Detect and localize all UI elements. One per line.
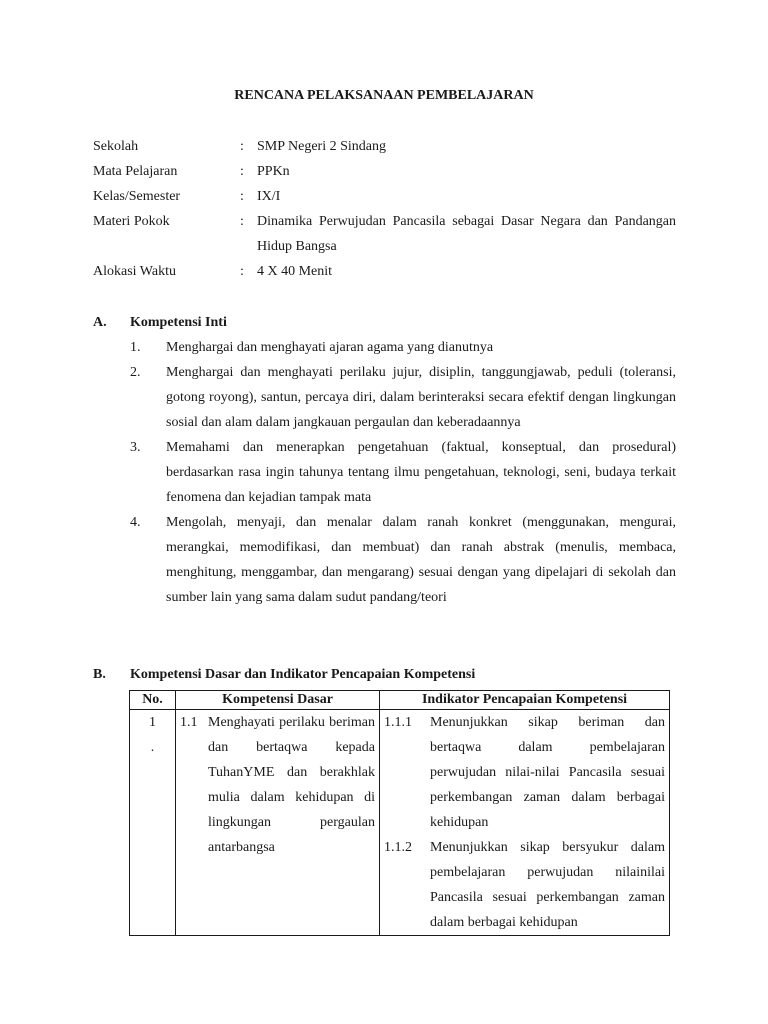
cell-no	[130, 710, 176, 936]
info-row-kelas-semester	[93, 184, 676, 209]
list-item	[93, 510, 676, 610]
info-row-materi-pokok	[93, 209, 676, 259]
cell-indikator	[380, 710, 670, 936]
indicator-number: 1.1.2	[384, 840, 412, 855]
list-text: Menghargai dan menghayati perilaku jujur, disiplin, tanggungjawab, peduli (toleransi, gotong royong), santun, percaya diri, dalam berinteraksi secara efektif dengan lingkungan sosial dan alam dalam jangkauan pergaulan dan keberadaannya	[166, 365, 676, 430]
indicator-item	[380, 835, 669, 935]
list-number: 2.	[130, 365, 141, 380]
identity-block	[93, 134, 676, 284]
kd-text: Menghayati perilaku beriman dan bertaqwa kepada TuhanYME dan berakhlak mulia dalam kehidupan di lingkungan pergaulan antarbangsa	[208, 715, 375, 855]
header-indikator: Indikator Pencapaian Kompetensi	[380, 691, 670, 710]
list-item	[93, 360, 676, 435]
cell-kompetensi-dasar	[176, 710, 380, 936]
info-colon: :	[240, 264, 244, 279]
list-number: 4.	[130, 515, 141, 530]
list-number: 3.	[130, 440, 141, 455]
list-number: 1.	[130, 340, 141, 355]
kd-number: 1.1	[180, 715, 198, 730]
section-heading	[93, 310, 676, 335]
indicator-item	[380, 710, 669, 835]
list-item	[93, 335, 676, 360]
list-text: Menghargai dan menghayati ajaran agama yang dianutnya	[166, 340, 494, 355]
info-label: Mata Pelajaran	[93, 164, 178, 179]
table-row	[130, 710, 670, 936]
section-title: Kompetensi Dasar dan Indikator Pencapaian Kompetensi	[130, 667, 476, 682]
indicator-text: Menunjukkan sikap bersyukur dalam pembelajaran perwujudan nilainilai Pancasila sesuai perkembangan zaman dalam berbagai kehidupan	[430, 840, 665, 930]
info-colon: :	[240, 189, 244, 204]
info-colon: :	[240, 214, 244, 229]
section-letter: A.	[93, 315, 107, 330]
info-value: IX/I	[257, 189, 281, 204]
section-title: Kompetensi Inti	[130, 315, 227, 330]
section-kompetensi-dasar	[93, 662, 676, 687]
info-label: Kelas/Semester	[93, 189, 181, 204]
info-colon: :	[240, 164, 244, 179]
list-text: Mengolah, menyaji, dan menalar dalam ranah konkret (menggunakan, mengurai, merangkai, memodifikasi, dan membuat) dan ranah abstrak (menulis, membaca, menghitung, menggambar, dan mengarang) sesuai dengan yang dipelajari di sekolah dan sumber lain yang sama dalam sudut pandang/teori	[166, 515, 676, 605]
section-letter: B.	[93, 667, 106, 682]
list-text: Memahami dan menerapkan pengetahuan (faktual, konseptual, dan prosedural) berdasarkan rasa ingin tahunya tentang ilmu pengetahuan, teknologi, seni, budaya terkait fenomena dan kejadian tampak mata	[166, 440, 676, 505]
table-header-row	[130, 691, 670, 710]
row-number: 1	[149, 715, 156, 730]
header-kompetensi-dasar: Kompetensi Dasar	[176, 691, 380, 710]
section-heading	[93, 662, 676, 687]
kd-entry	[176, 710, 379, 860]
competency-table	[129, 690, 670, 936]
info-value: SMP Negeri 2 Sindang	[257, 139, 386, 154]
info-label: Sekolah	[93, 139, 139, 154]
info-row-sekolah	[93, 134, 676, 159]
info-row-alokasi-waktu	[93, 259, 676, 284]
header-no: No.	[130, 691, 176, 710]
info-label: Alokasi Waktu	[93, 264, 176, 279]
document-title: RENCANA PELAKSANAAN PEMBELAJARAN	[234, 88, 534, 103]
indicator-text: Menunjukkan sikap beriman dan bertaqwa dalam pembelajaran perwujudan nilai-nilai Pancasila sesuai perkembangan zaman dalam berbagai kehidupan	[430, 715, 665, 830]
info-value: Dinamika Perwujudan Pancasila sebagai Dasar Negara dan Pandangan Hidup Bangsa	[257, 214, 676, 254]
info-label: Materi Pokok	[93, 214, 170, 229]
row-number-dot: .	[150, 740, 155, 755]
list-item	[93, 435, 676, 510]
section-kompetensi-inti	[93, 310, 676, 610]
info-colon: :	[240, 139, 244, 154]
info-row-mata-pelajaran	[93, 159, 676, 184]
indicator-number: 1.1.1	[384, 715, 412, 730]
info-value: 4 X 40 Menit	[257, 264, 333, 279]
info-value: PPKn	[257, 164, 290, 179]
